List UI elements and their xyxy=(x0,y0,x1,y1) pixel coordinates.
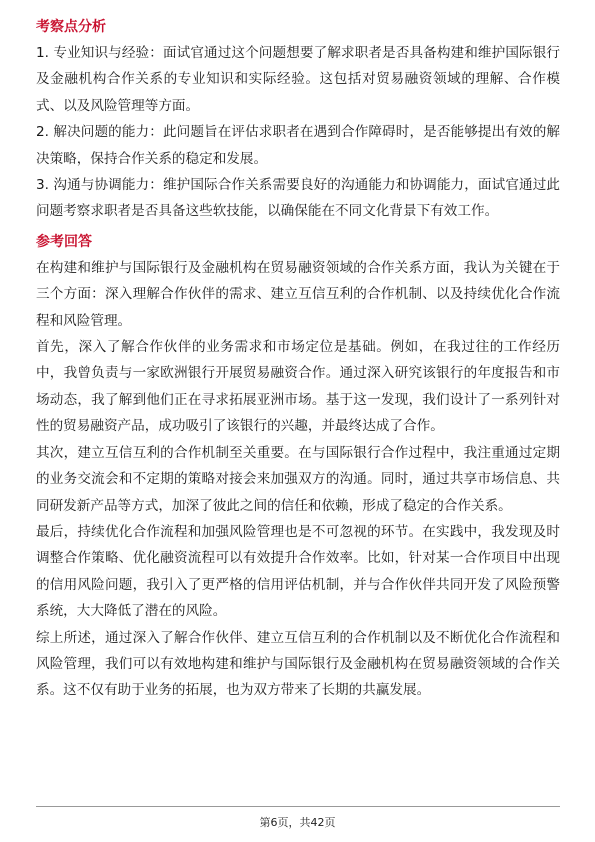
document-body xyxy=(36,14,560,704)
answer-paragraph-2: 首先，深入了解合作伙伴的业务需求和市场定位是基础。例如，在我过往的工作经历中，我曾负责与一家欧洲银行开展贸易融资合作。通过深入研究该银行的年度报告和市场动态，我了解到他们正在寻求拓展亚洲市场。基于这一发现，我们设计了一系列针对性的贸易融资产品，成功吸引了该银行的兴趣，并最终达成了合作。 xyxy=(36,339,560,435)
analysis-item-3: 3. 沟通与协调能力：维护国际合作关系需要良好的沟通能力和协调能力，面试官通过此问题考察求职者是否具备这些软技能，以确保能在不同文化背景下有效工作。 xyxy=(36,177,560,220)
answer-paragraph-3: 其次，建立互信互利的合作机制至关重要。在与国际银行合作过程中，我注重通过定期的业务交流会和不定期的策略对接会来加强双方的沟通。同时，通过共享市场信息、共同研发新产品等方式，加深了彼此之间的信任和依赖，形成了稳定的合作关系。 xyxy=(36,444,560,514)
analysis-item-2: 2. 解决问题的能力：此问题旨在评估求职者在遇到合作障碍时，是否能够提出有效的解决策略，保持合作关系的稳定和发展。 xyxy=(36,124,560,167)
answer-paragraph-5: 综上所述，通过深入了解合作伙伴、建立互信互利的合作机制以及不断优化合作流程和风险管理，我们可以有效地构建和维护与国际银行及金融机构在贸易融资领域的合作关系。这不仅有助于业务的拓展，也为双方带来了长期的共赢发展。 xyxy=(36,629,560,699)
section-title-analysis: 考察点分析 xyxy=(36,19,106,35)
analysis-item-1: 1. 专业知识与经验：面试官通过这个问题想要了解求职者是否具备构建和维护国际银行及金融机构合作关系的专业知识和实际经验。这包括对贸易融资领域的理解、合作模式、以及风险管理等方面。 xyxy=(36,45,560,114)
page-number: 第6页，共42页 xyxy=(259,816,336,829)
footer-divider xyxy=(36,806,560,807)
section-title-answer: 参考回答 xyxy=(36,233,92,250)
answer-paragraph-4: 最后，持续优化合作流程和加强风险管理也是不可忽视的环节。在实践中，我发现及时调整合作策略、优化融资流程可以有效提升合作效率。比如，针对某一合作项目中出现的信用风险问题，我引入了更严格的信用评估机制，并与合作伙伴共同开发了风险预警系统，大大降低了潜在的风险。 xyxy=(36,523,560,620)
answer-paragraph-1: 在构建和维护与国际银行及金融机构在贸易融资领域的合作关系方面，我认为关键在于三个方面：深入理解合作伙伴的需求、建立互信互利的合作机制、以及持续优化合作流程和风险管理。 xyxy=(36,259,560,329)
